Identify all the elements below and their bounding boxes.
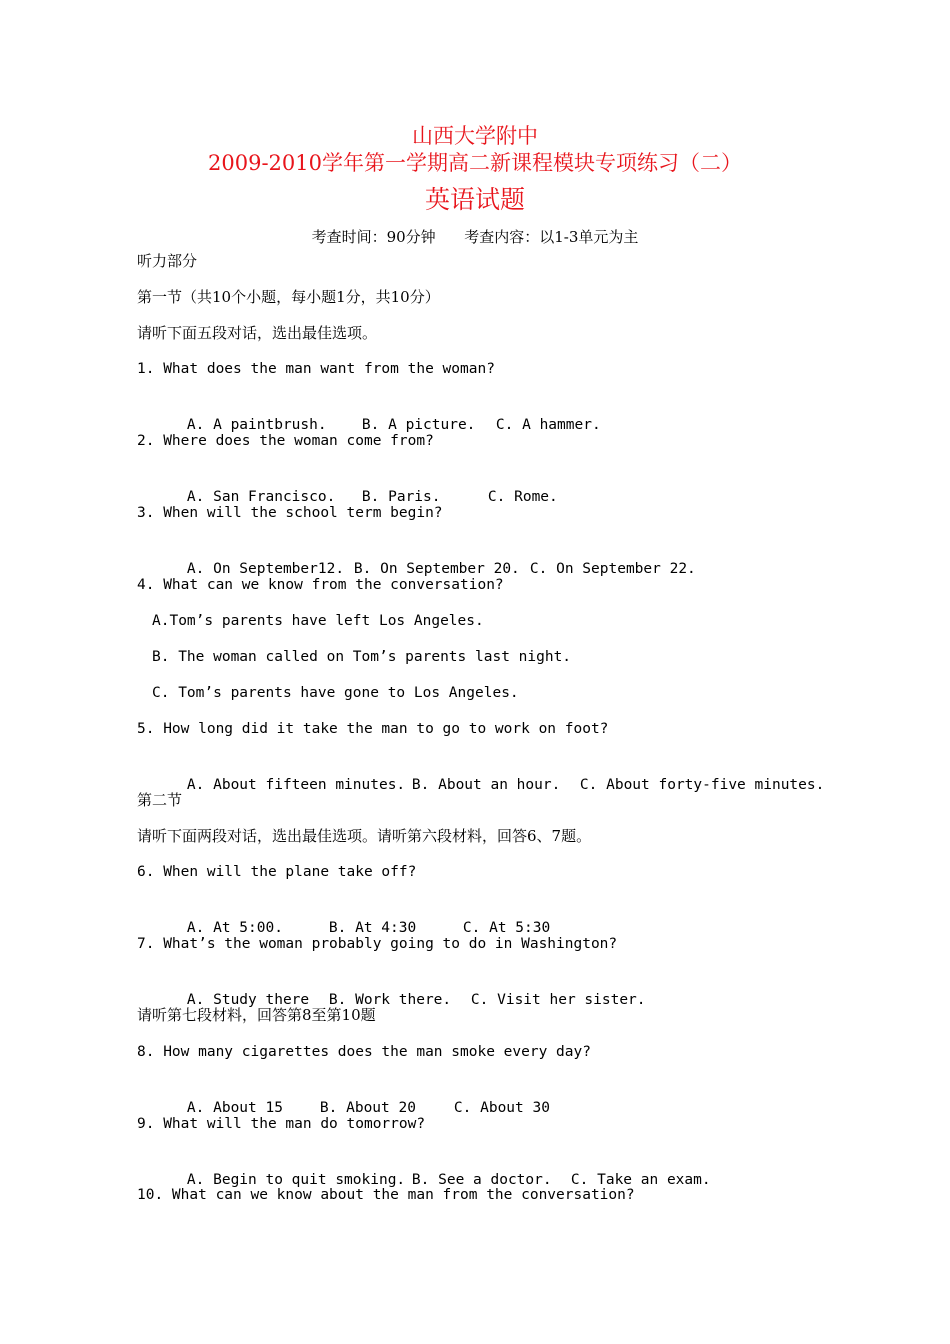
- option-b: B. About an hour.: [411, 777, 561, 793]
- option-c: C. Tom’s parents have gone to Los Angeles.: [152, 685, 519, 701]
- option-c: C. On September 22.: [529, 561, 696, 577]
- option-b: B. A picture.: [361, 417, 476, 433]
- question-8: 8. How many cigarettes does the man smoke every day?: [137, 1044, 591, 1060]
- question-5-options: [152, 755, 824, 815]
- question-3: 3. When will the school term begin?: [137, 505, 443, 521]
- option-c: C. Visit her sister.: [470, 992, 646, 1008]
- option-a: A. A paintbrush.: [186, 417, 327, 433]
- option-b: B. At 4:30: [328, 920, 417, 936]
- section-2-instruction-2: 请听第七段材料，回答第8至第10题: [137, 1006, 376, 1024]
- option-a: A. On September12.: [186, 561, 345, 577]
- option-c: C. Rome.: [487, 489, 558, 505]
- option-a: A. Begin to quit smoking.: [186, 1172, 406, 1188]
- option-a: A. At 5:00.: [186, 920, 283, 936]
- question-9: 9. What will the man do tomorrow?: [137, 1116, 426, 1132]
- option-b: B. Work there.: [328, 992, 452, 1008]
- option-c: C. Take an exam.: [570, 1172, 711, 1188]
- exam-meta: 考查时间：90分钟 考查内容：以1-3单元为主: [311, 228, 639, 246]
- subject-title: 英语试题: [424, 185, 525, 214]
- option-a: A. About fifteen minutes.: [186, 777, 406, 793]
- option-c: C. About 30: [453, 1100, 550, 1116]
- question-1: 1. What does the man want from the woman?: [137, 361, 495, 377]
- option-c: C. At 5:30: [462, 920, 551, 936]
- option-a: A. About 15: [186, 1100, 283, 1116]
- question-10: 10. What can we know about the man from the conversation?: [137, 1187, 635, 1203]
- option-b: B. The woman called on Tom’s parents last night.: [152, 649, 572, 665]
- question-6: 6. When will the plane take off?: [137, 864, 417, 880]
- question-5: 5. How long did it take the man to go to work on foot?: [137, 721, 609, 737]
- section-2-instruction: 请听下面两段对话，选出最佳选项。请听第六段材料，回答6、7题。: [137, 827, 592, 845]
- option-b: B. See a doctor.: [411, 1172, 552, 1188]
- section-1-instruction: 请听下面五段对话，选出最佳选项。: [137, 324, 378, 342]
- question-2: 2. Where does the woman come from?: [137, 433, 434, 449]
- part-title: 听力部分: [137, 252, 198, 270]
- option-b: B. On September 20.: [353, 561, 520, 577]
- option-a: A. San Francisco.: [186, 489, 336, 505]
- option-c: C. About forty-five minutes.: [579, 777, 825, 793]
- question-7: 7. What’s the woman probably going to do in Washington?: [137, 936, 618, 952]
- question-4: 4. What can we know from the conversation?: [137, 577, 504, 593]
- option-a: A.Tom’s parents have left Los Angeles.: [152, 613, 484, 629]
- exam-title: 2009-2010学年第一学期高二新课程模块专项练习（二）: [208, 151, 742, 175]
- section-1-title: 第一节（共10个小题，每小题1分，共10分）: [137, 288, 440, 306]
- option-b: B. Paris.: [361, 489, 441, 505]
- option-a: A. Study there: [186, 992, 310, 1008]
- school-name: 山西大学附中: [412, 124, 538, 148]
- option-b: B. About 20: [319, 1100, 416, 1116]
- section-2-title: 第二节: [137, 791, 183, 809]
- option-c: C. A hammer.: [495, 417, 601, 433]
